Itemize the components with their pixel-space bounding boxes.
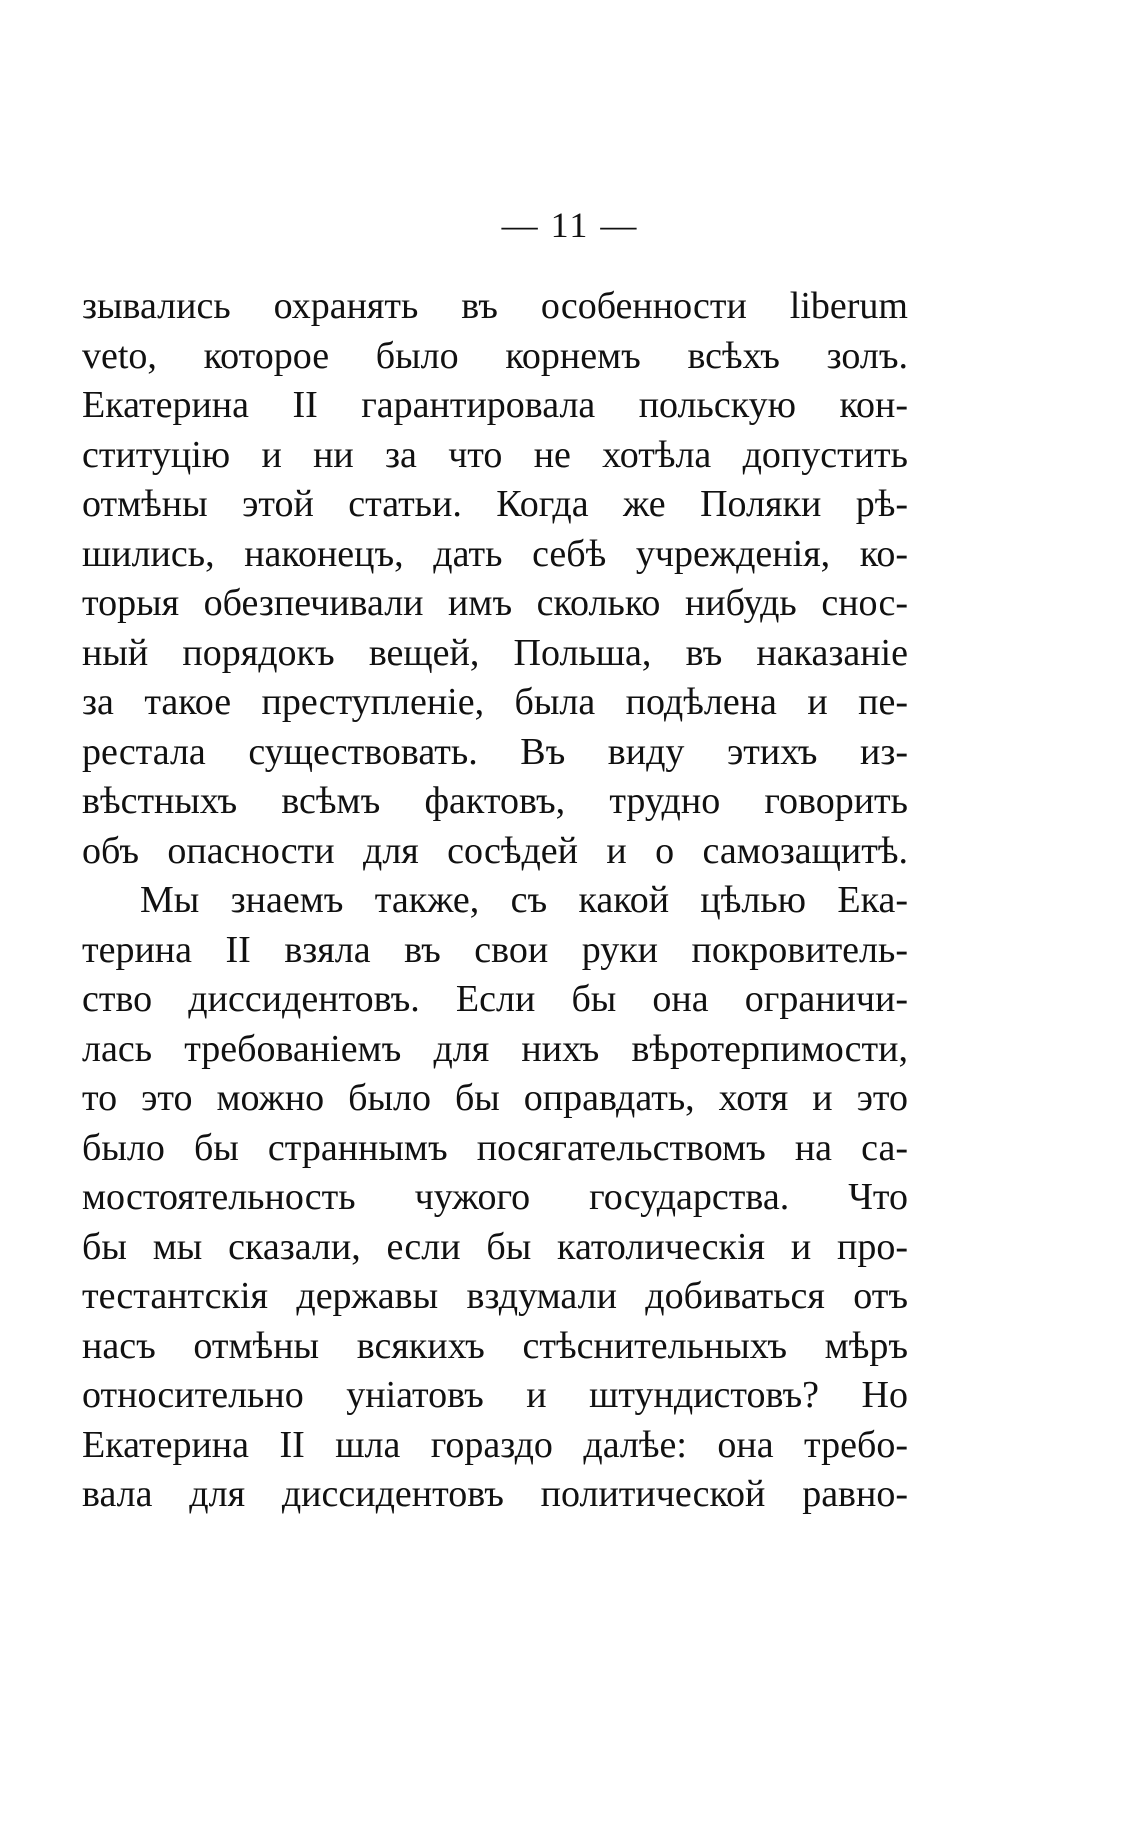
text-line: было бы страннымъ посягательствомъ на са- (82, 1126, 908, 1169)
text-line: торыя обезпечивали имъ сколько нибудь снос- (82, 582, 908, 624)
text-line: зывались охранять въ особенности liberum (82, 285, 908, 327)
text-line: ство диссидентовъ. Если бы она ограничи- (82, 978, 908, 1020)
text-line: то это можно было бы оправдать, хотя и это (82, 1077, 908, 1119)
text-line: вѣстныхъ всѣмъ фактовъ, трудно говорить (82, 780, 908, 822)
text-line: тестантскія державы вздумали добиваться отъ (82, 1275, 908, 1317)
text-line: ституцію и ни за что не хотѣла допустить (82, 433, 908, 476)
text-line: объ опасности для сосѣдей и о самозащитѣ. (82, 829, 908, 872)
text-line: лась требованіемъ для нихъ вѣротерпимости, (82, 1027, 908, 1070)
paragraph-2 (82, 876, 908, 1520)
text-line: veto, которое было корнемъ всѣхъ золъ. (82, 334, 908, 377)
page-number: — 11 — (501, 205, 639, 245)
text-line: отмѣны этой статьи. Когда же Поляки рѣ- (82, 483, 908, 525)
text-line: терина II взяла въ свои руки покровитель- (82, 928, 908, 971)
text-line: рестала существовать. Въ виду этихъ из- (82, 730, 908, 773)
text-line: за такое преступленіе, была подѣлена и пе- (82, 681, 908, 723)
body-text (82, 282, 908, 1520)
text-line: Мы знаемъ также, съ какой цѣлью Ека- (140, 879, 908, 921)
text-line: мостоятельность чужого государства. Что (82, 1176, 908, 1218)
text-line: шились, наконецъ, дать себѣ учрежденія, ко- (82, 532, 908, 575)
text-line: относительно уніатовъ и штундистовъ? Но (82, 1374, 908, 1416)
text-line: Екатерина II шла гораздо далѣе: она требо- (82, 1423, 908, 1466)
paragraph-1 (82, 282, 908, 876)
text-line: ный порядокъ вещей, Польша, въ наказаніе (82, 631, 908, 674)
text-line: насъ отмѣны всякихъ стѣснительныхъ мѣръ (82, 1324, 908, 1367)
text-line: вала для диссидентовъ политической равно- (82, 1473, 908, 1515)
text-line: бы мы сказали, если бы католическія и про- (82, 1225, 908, 1268)
text-line: Екатерина II гарантировала польскую кон- (82, 384, 908, 426)
